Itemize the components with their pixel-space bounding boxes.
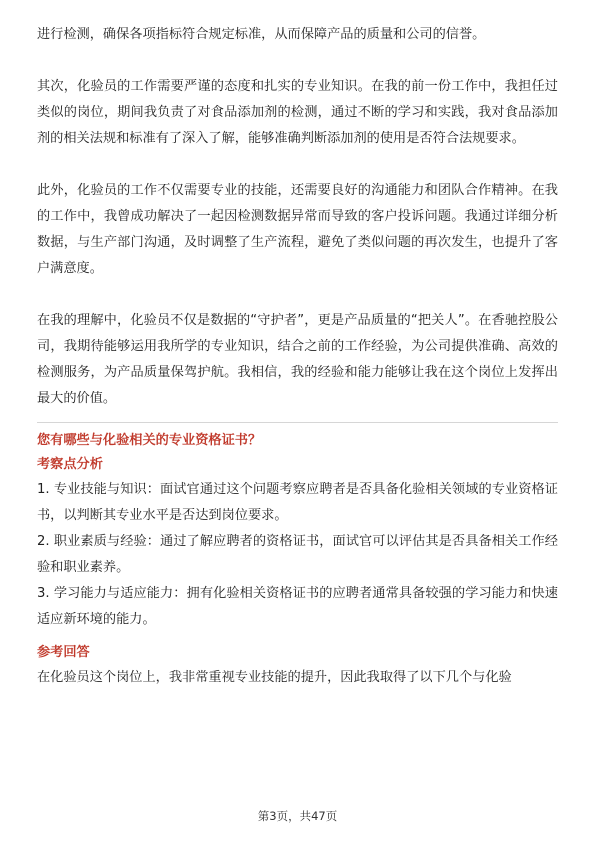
paragraph-gap bbox=[37, 48, 558, 74]
body-paragraph-2: 其次，化验员的工作需要严谨的态度和扎实的专业知识。在我的前一份工作中，我担任过类似的岗位，期间我负责了对食品添加剂的检测，通过不断的学习和实践，我对食品添加剂的相关法规和标准有了深入了解，能够准确判断添加剂的使用是否符合法规要求。 bbox=[37, 79, 558, 146]
analysis-section bbox=[37, 453, 558, 633]
answer-text: 在化验员这个岗位上，我非常重视专业技能的提升，因此我取得了以下几个与化验 bbox=[37, 670, 512, 685]
body-paragraph-1: 进行检测，确保各项指标符合规定标准，从而保障产品的质量和公司的信誉。 bbox=[37, 27, 486, 42]
analysis-heading: 考察点分析 bbox=[37, 457, 103, 472]
body-paragraph-4: 在我的理解中，化验员不仅是数据的“守护者”，更是产品质量的“把关人”。在香驰控股公司，我期待能够运用我所学的专业知识，结合之前的工作经验，为公司提供准确、高效的检测服务，为产品质量保驾护航。我相信，我的经验和能力能够让我在这个岗位上发挥出最大的价值。 bbox=[37, 313, 558, 406]
body-paragraph-3: 此外，化验员的工作不仅需要专业的技能，还需要良好的沟通能力和团队合作精神。在我的工作中，我曾成功解决了一起因检测数据异常而导致的客户投诉问题。我通过详细分析数据，与生产部门沟通，及时调整了生产流程，避免了类似问题的再次发生，也提升了客户满意度。 bbox=[37, 183, 558, 276]
analysis-item-1: 1. 专业技能与知识：面试官通过这个问题考察应聘者是否具备化验相关领域的专业资格证书，以判断其专业水平是否达到岗位要求。 bbox=[37, 482, 558, 523]
document-page bbox=[37, 22, 558, 691]
analysis-item-3: 3. 学习能力与适应能力：拥有化验相关资格证书的应聘者通常具备较强的学习能力和快速适应新环境的能力。 bbox=[37, 586, 558, 627]
paragraph-gap bbox=[37, 152, 558, 178]
answer-section bbox=[37, 641, 558, 691]
paragraph-gap bbox=[37, 282, 558, 308]
question-title: 您有哪些与化验相关的专业资格证书？ bbox=[37, 433, 262, 448]
page-number-footer: 第3页，共47页 bbox=[257, 809, 338, 823]
answer-heading: 参考回答 bbox=[37, 645, 90, 660]
section-divider bbox=[37, 422, 558, 423]
analysis-item-2: 2. 职业素质与经验：通过了解应聘者的资格证书，面试官可以评估其是否具备相关工作经验和职业素养。 bbox=[37, 534, 558, 575]
